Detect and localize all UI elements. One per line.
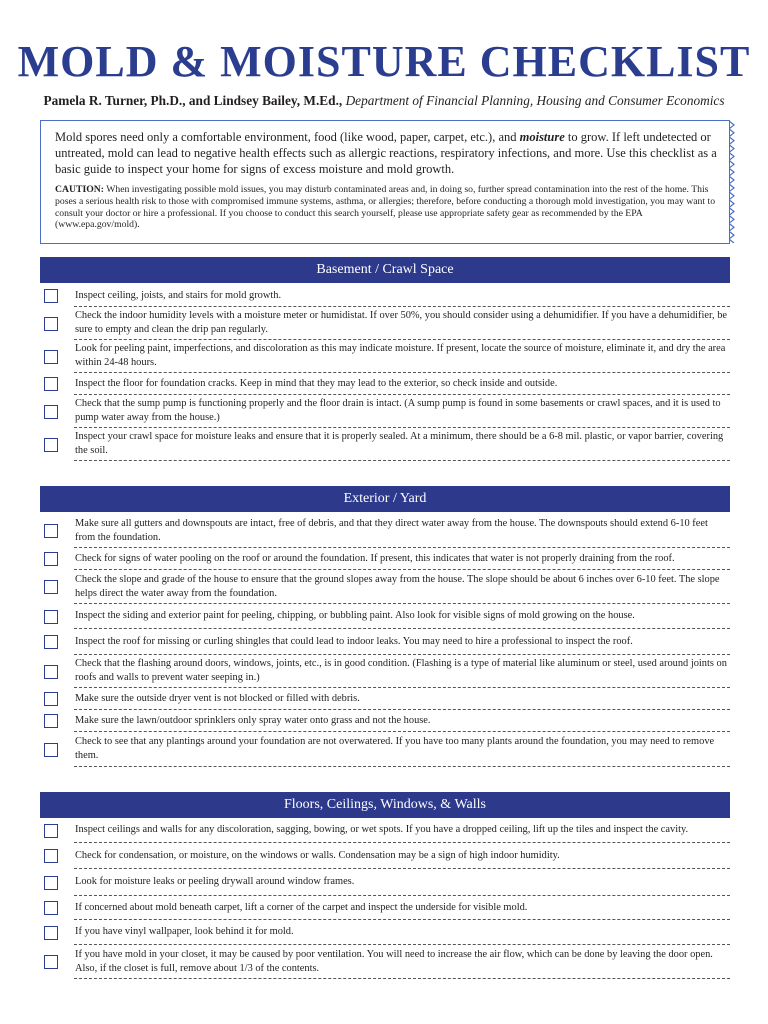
- checklist-item-text: Make sure the lawn/outdoor sprinklers only spray water onto grass and not the house.: [74, 710, 730, 732]
- checklist-item-text: Inspect ceiling, joists, and stairs for mold growth.: [74, 285, 730, 307]
- checklist-item: [40, 843, 730, 869]
- intro-box: [40, 120, 730, 244]
- checklist-item: [40, 869, 730, 896]
- checkbox[interactable]: [44, 580, 58, 594]
- checkbox[interactable]: [44, 665, 58, 679]
- checkbox[interactable]: [44, 955, 58, 969]
- checklist-item: [40, 514, 730, 548]
- checklist-item: [40, 428, 730, 461]
- checklist-item: [40, 548, 730, 570]
- checkbox[interactable]: [44, 743, 58, 757]
- checkbox[interactable]: [44, 524, 58, 538]
- checklist-item: [40, 688, 730, 710]
- checklist-item: [40, 604, 730, 629]
- checklist-item-text: Look for moisture leaks or peeling drywall around window frames.: [74, 869, 730, 896]
- department-name: Department of Financial Planning, Housing and Consumer Economics: [345, 93, 725, 108]
- checklist-item: [40, 732, 730, 767]
- checklist-item: [40, 818, 730, 843]
- checkbox-cell: [40, 926, 74, 940]
- checkbox-cell: [40, 635, 74, 649]
- checkbox[interactable]: [44, 610, 58, 624]
- checklist-item: [40, 896, 730, 920]
- checkbox-cell: [40, 524, 74, 538]
- checklist-item-text: Inspect the roof for missing or curling shingles that could lead to indoor leaks. You may need to hire a professional to inspect the roof.: [74, 629, 730, 655]
- checklist-item: [40, 570, 730, 604]
- author-names: Pamela R. Turner, Ph.D., and Lindsey Bailey, M.Ed.,: [43, 93, 343, 108]
- caution-label: CAUTION:: [55, 184, 104, 196]
- checkbox-cell: [40, 405, 74, 419]
- checkbox[interactable]: [44, 926, 58, 940]
- checklist-item-text: Make sure the outside dryer vent is not blocked or filled with debris.: [74, 688, 730, 710]
- checkbox[interactable]: [44, 635, 58, 649]
- checkbox[interactable]: [44, 350, 58, 364]
- checklist-item-text: Inspect your crawl space for moisture leaks and ensure that it is properly sealed. At a minimum, there should be a 6-8 mil. plastic, or vapor barrier, covering the soil.: [74, 428, 730, 461]
- checkbox-cell: [40, 692, 74, 706]
- checklist-item-text: Check to see that any plantings around your foundation are not overwatered. If you have too many plants around the foundation, you may need to remove them.: [74, 732, 730, 767]
- caution-paragraph: CAUTION: When investigating possible mold issues, you may disturb contaminated areas and, in doing so, further spread contamination into the rest of the home. This poses a serious health risk to those with compromised immune systems, asthma, or allergies; therefore, before conducting a thorough mold investigation, you may want to consult your doctor or hire a professional. If you choose to conduct this search yourself, please use appropriate safety gear as recommended by the EPA (www.epa.gov/mold).: [55, 184, 716, 231]
- checkbox-cell: [40, 714, 74, 728]
- page-title: MOLD & MOISTURE CHECKLIST: [17, 37, 751, 86]
- checkbox-cell: [40, 289, 74, 303]
- checkbox[interactable]: [44, 317, 58, 331]
- checkbox-cell: [40, 665, 74, 679]
- section-header-basement: Basement / Crawl Space: [40, 257, 730, 283]
- checkbox-cell: [40, 377, 74, 391]
- checklist-item: [40, 340, 730, 373]
- checklist-item-text: If you have mold in your closet, it may be caused by poor ventilation. You will need to increase the air flow, which can be done by leaving the door open. Also, if the closet is full, remove about 1/3 of the contents.: [74, 945, 730, 979]
- checklist-item: [40, 629, 730, 655]
- checklist-item-text: Check for condensation, or moisture, on the windows or walls. Condensation may be a sign of high indoor humidity.: [74, 843, 730, 869]
- checklist-item: [40, 285, 730, 307]
- section-header-exterior: Exterior / Yard: [40, 486, 730, 512]
- checklist-item: [40, 395, 730, 428]
- checklist-item-text: Check that the sump pump is functioning properly and the floor drain is intact. (A sump pump is found in some basements or crawl spaces, and it is used to pump water away from the house.): [74, 395, 730, 428]
- checkbox-cell: [40, 552, 74, 566]
- decorative-wavy-border: [729, 121, 736, 243]
- checkbox[interactable]: [44, 849, 58, 863]
- checklist-floors: [40, 818, 730, 979]
- checkbox-cell: [40, 824, 74, 838]
- checklist-item-text: Check the slope and grade of the house to ensure that the ground slopes away from the house. The slope should be about 6 inches over 6-10 feet. The slope helps direct the water away from the foundation.: [74, 570, 730, 604]
- authors-line: [0, 92, 768, 110]
- checkbox[interactable]: [44, 405, 58, 419]
- checkbox-cell: [40, 876, 74, 890]
- checkbox-cell: [40, 580, 74, 594]
- checkbox[interactable]: [44, 289, 58, 303]
- checklist-item-text: If concerned about mold beneath carpet, lift a corner of the carpet and inspect the underside for visible mold.: [74, 896, 730, 920]
- checklist-item-text: Inspect the floor for foundation cracks. Keep in mind that they may lead to the exterior, so check inside and outside.: [74, 373, 730, 395]
- checklist-item-text: Look for peeling paint, imperfections, and discoloration as this may indicate moisture. If present, locate the source of moisture, eliminate it, and dry the area within 24-48 hours.: [74, 340, 730, 373]
- checklist-basement: [40, 285, 730, 461]
- checklist-item-text: If you have vinyl wallpaper, look behind it for mold.: [74, 920, 730, 945]
- checklist-item-text: Make sure all gutters and downspouts are intact, free of debris, and that they direct water away from the house. The downspouts should extend 6-10 feet from the foundation.: [74, 514, 730, 548]
- section-header-floors: Floors, Ceilings, Windows, & Walls: [40, 792, 730, 818]
- checklist-item: [40, 373, 730, 395]
- checkbox[interactable]: [44, 438, 58, 452]
- checklist-item-text: Check for signs of water pooling on the roof or around the foundation. If present, this indicates that water is not properly draining from the roof.: [74, 548, 730, 570]
- checkbox-cell: [40, 901, 74, 915]
- checklist-item: [40, 307, 730, 340]
- checkbox-cell: [40, 743, 74, 757]
- checklist-item: [40, 710, 730, 732]
- checkbox[interactable]: [44, 552, 58, 566]
- checkbox[interactable]: [44, 377, 58, 391]
- checkbox[interactable]: [44, 824, 58, 838]
- checkbox-cell: [40, 350, 74, 364]
- checkbox[interactable]: [44, 692, 58, 706]
- checklist-item-text: Check that the flashing around doors, windows, joints, etc., is in good condition. (Flashing is a type of material like aluminum or steel, used around joints on roofs and walls to prevent water seeping in.): [74, 655, 730, 688]
- checkbox-cell: [40, 849, 74, 863]
- checkbox-cell: [40, 955, 74, 969]
- checkbox[interactable]: [44, 901, 58, 915]
- checklist-item: [40, 655, 730, 688]
- checklist-item: [40, 945, 730, 979]
- checkbox-cell: [40, 317, 74, 331]
- checkbox[interactable]: [44, 714, 58, 728]
- intro-emphasis: moisture: [519, 130, 565, 144]
- checklist-item: [40, 920, 730, 945]
- checklist-item-text: Inspect ceilings and walls for any discoloration, sagging, bowing, or wet spots. If you have a dropped ceiling, lift up the tiles and inspect the cavity.: [74, 818, 730, 843]
- intro-paragraph: Mold spores need only a comfortable environment, food (like wood, paper, carpet, etc.), and moisture to grow. If left undetected or untreated, mold can lead to negative health effects such as allergic reactions, respiratory infections, and more. Use this checklist as a basic guide to inspect your home for signs of excess moisture and mold growth.: [55, 130, 717, 176]
- checklist-exterior: [40, 514, 730, 767]
- checklist-item-text: Check the indoor humidity levels with a moisture meter or humidistat. If over 50%, you should consider using a dehumidifier. If you have a dehumidifier, be sure to empty and clean the drip pan regularly.: [74, 307, 730, 340]
- checkbox-cell: [40, 610, 74, 624]
- checklist-item-text: Inspect the siding and exterior paint for peeling, chipping, or bubbling paint. Also look for visible signs of mold growing on the house.: [74, 604, 730, 629]
- checkbox-cell: [40, 438, 74, 452]
- checkbox[interactable]: [44, 876, 58, 890]
